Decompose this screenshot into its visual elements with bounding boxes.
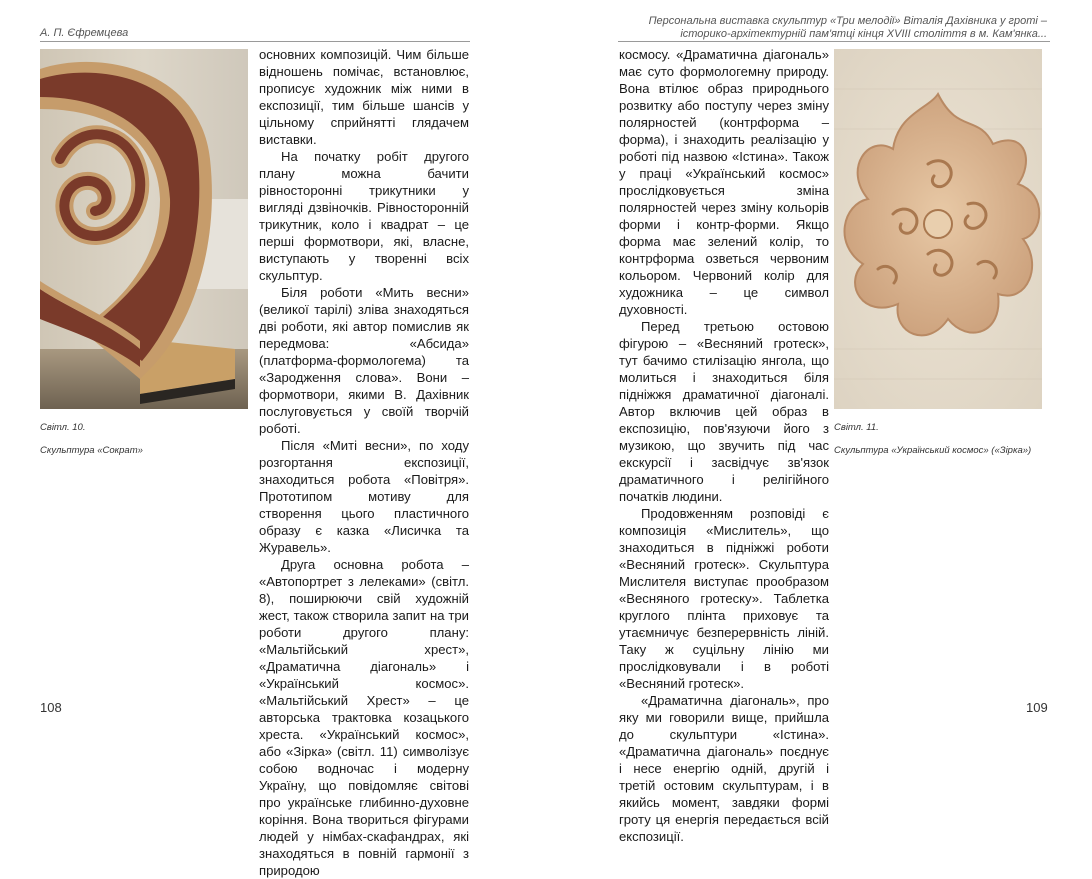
left-page-number: 108 xyxy=(40,700,62,715)
left-body-text xyxy=(259,46,469,879)
paragraph: основних композицій. Чим більше відношень помічає, встановлює, прописує художник між ними в експозиції, тим більше шансів у цільному сприйнятті глядачем виставки. xyxy=(259,47,469,147)
figure-11-title: Скульптура «Український космос» («Зірка») xyxy=(834,445,1032,456)
paragraph: Перед третьою остовою фігурою – «Весняний гротеск», тут бачимо стилізацію янгола, що молиться і знаходиться біля підніжжя драматичної діагоналі. Автор включив цей образ в експозицію, пов'язуючи його з музикою, що звучить під час екскурсії і засвідчує зв'язок драматичного і релігійного початків людини. xyxy=(619,319,829,504)
paragraph: Продовженням розповіді є композиція «Мислитель», що знаходиться в підніжжі роботи «Весняний гротеск». Скульптура Мислителя виступає прообразом «Весняного гротеску». Таблетка круглого плінта приховує та утаємничує безперервність ліній. Таку ж суцільну лінію ми прослідковували і в роботі «Весняний гротеск». xyxy=(619,506,829,691)
figure-10-caption xyxy=(40,422,240,457)
paragraph: Біля роботи «Мить весни» (великої тарілі) зліва знаходяться дві роботи, які автор помислив як передмова: «Абсида» (платформа-формологема) та «Зародження слова». Вони – формотвори, якими В. Дахівник послуговується у своїй творчій роботі. xyxy=(259,285,469,436)
right-page xyxy=(546,0,1092,844)
paragraph: На початку робіт другого плану можна бачити рівносторонні трикутники у вигляді дзвіночків. Рівносторонній трикутник, коло і квадрат – це перші формотвори, які, власне, виступають у творенні всіх скульптур. xyxy=(259,149,469,283)
left-page xyxy=(0,0,546,878)
right-header-rule xyxy=(618,41,1050,42)
right-running-head-line2: історико-архітектурній пам'ятці кінця XVIII століття в м. Кам'янка... xyxy=(680,28,1047,40)
right-page-number: 109 xyxy=(1026,700,1048,715)
figure-10-title: Скульптура «Сократ» xyxy=(40,445,143,456)
paragraph: космосу. «Драматична діагональ» має суто формологемну природу. Вона втілює образ природнього розвитку або поступу через зміну полярностей (контрформа – форма), і знаходить реалізацію у роботі під назвою «Істина». Також у праці «Український космос» прослідковується зміна полярностей через зміну кольорів форми і контр-форми. Якщо форма має зелений колір, то контрформа озветься червоним кольором. Червоний колір для художника – це символ духовності. xyxy=(619,47,829,317)
socrates-sculpture-photo xyxy=(40,49,248,409)
left-running-head: А. П. Єфремцева xyxy=(40,27,129,39)
right-body-text xyxy=(619,46,829,845)
right-running-head xyxy=(627,15,1047,41)
relief-star-image xyxy=(834,49,1042,409)
paragraph: Після «Миті весни», по ходу розгортання експозиції, знаходиться робота «Повітря». Прототипом мотиву для створення цього пластичного образу є казка «Лисичка та Журавель». xyxy=(259,438,469,555)
left-header-rule xyxy=(40,41,470,42)
figure-11-caption xyxy=(834,422,1054,457)
sculpture-spiral-image xyxy=(40,49,248,409)
ukrainian-cosmos-relief-photo xyxy=(834,49,1042,409)
figure-10-number: Світл. 10. xyxy=(40,422,86,433)
right-running-head-line1: Персональна виставка скульптур «Три мелодії» Віталія Дахівника у гроті – xyxy=(648,15,1047,27)
figure-11-number: Світл. 11. xyxy=(834,422,879,433)
paragraph: Друга основна робота – «Автопортрет з лелеками» (світл. 8), поширюючи свій художній жест, також створила запит на три роботи другого плану: «Мальтійський хрест», «Драматична діагональ» і «Український космос». «Мальтійський Хрест» – це авторська трактовка козацького хреста. «Український космос», або «Зірка» (світл. 11) символізує собою водночас і модерну Україну, що повідомляє світові про українське глибинно-духовне коріння. Вона твориться фігурами людей у німбах-скафандрах, які знаходяться в повній гармонії з природою xyxy=(259,557,469,878)
paragraph: «Драматична діагональ», про яку ми говорили вище, прийшла до скульптури «Істина». «Драматична діагональ» поєднує і несе енергію одній, другій і третій остовим скульптурам, і в якийсь момент, завдяки формі гроту ця енергія передається всій експозиції. xyxy=(619,693,829,844)
